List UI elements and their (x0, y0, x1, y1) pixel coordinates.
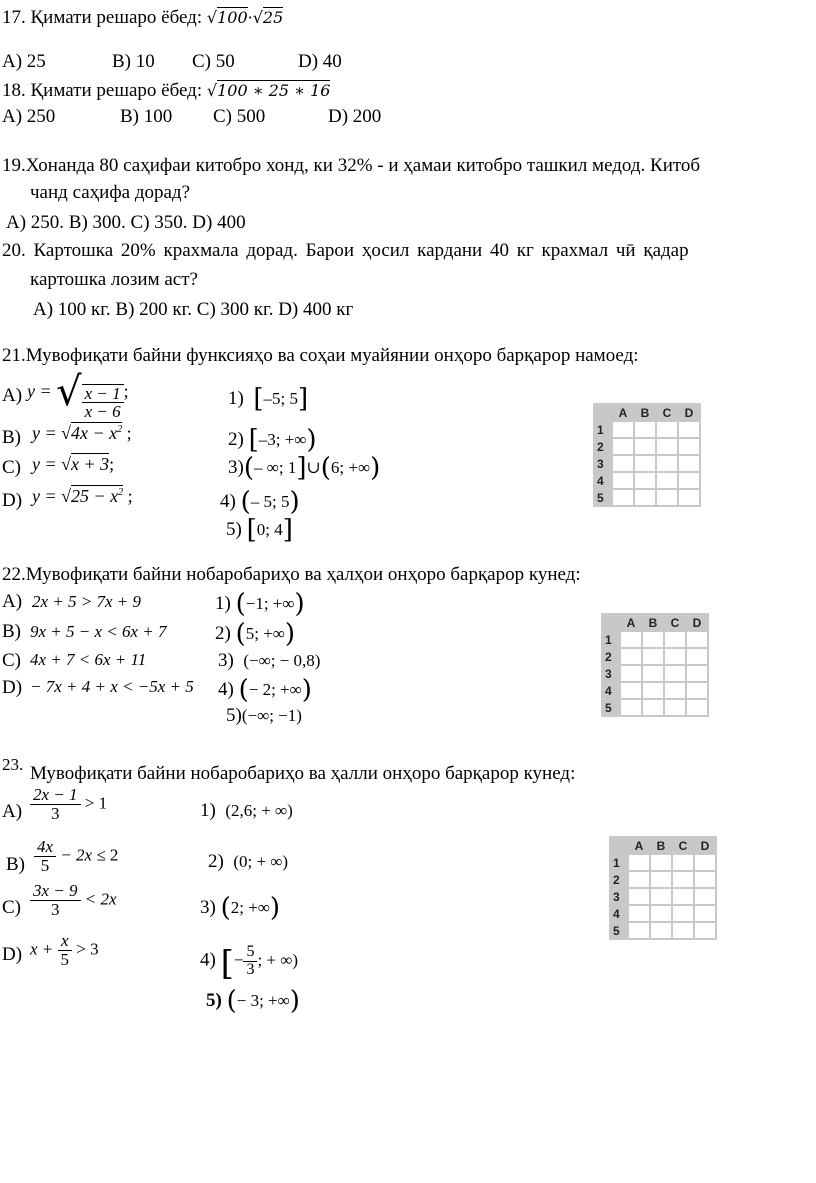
grid-cell[interactable] (686, 665, 708, 682)
grid-cell[interactable] (694, 905, 716, 922)
q18-option-b: B) 100 (120, 106, 173, 127)
q22-inequality-c: 4x + 7 < 6x + 11 (30, 650, 147, 669)
grid-cell[interactable] (672, 854, 694, 871)
grid-cell[interactable] (664, 699, 686, 716)
q17-option-a: A) 25 (2, 51, 46, 72)
q17-question: 17. Қимати решаро ёбед: √100·√25 (2, 7, 284, 28)
grid-cell[interactable] (664, 648, 686, 665)
grid-cell[interactable] (678, 489, 700, 506)
grid-cell[interactable] (628, 922, 650, 939)
q22-label-c: C) (2, 650, 21, 671)
q22-answer-2: 2) (5; +∞) (215, 619, 296, 649)
grid-cell[interactable] (650, 871, 672, 888)
grid-cell[interactable] (612, 421, 634, 438)
grid-cell[interactable] (686, 682, 708, 699)
q23-answer-2: 2) (0; + ∞) (208, 851, 289, 872)
grid-cell[interactable] (664, 631, 686, 648)
grid-cell[interactable] (628, 871, 650, 888)
grid-cell[interactable] (672, 922, 694, 939)
q18-question: 18. Қимати решаро ёбед: √100 ∗ 25 ∗ 16 (2, 80, 331, 101)
grid-cell[interactable] (620, 682, 642, 699)
q23-answer-5: 5) (− 3; +∞) (206, 986, 300, 1016)
q22-inequality-d: − 7x + 4 + x < −5x + 5 (30, 677, 194, 696)
q23-label-d: D) (2, 944, 23, 965)
q21-title: 21.Мувофиқати байни функсияҳо ва соҳаи муайянии онҳоро барқарор намоед: (2, 345, 639, 366)
grid-cell[interactable] (642, 648, 664, 665)
grid-cell[interactable] (678, 455, 700, 472)
grid-cell[interactable] (628, 854, 650, 871)
grid-cell[interactable] (620, 699, 642, 716)
q19-line2: чанд саҳифа дорад? (30, 182, 191, 203)
grid-cell[interactable] (634, 438, 656, 455)
grid-cell[interactable] (620, 665, 642, 682)
q23-inequality-d: x + $\frac{x}{5}$ > 3 (30, 931, 99, 969)
grid-cell[interactable] (656, 489, 678, 506)
grid-cell[interactable] (664, 682, 686, 699)
grid-cell[interactable] (642, 631, 664, 648)
grid-cell[interactable] (664, 665, 686, 682)
grid-cell[interactable] (612, 489, 634, 506)
q20-line1: 20. Картошка 20% крахмала дорад. Барои ҳосил кардани 40 кг крахмал чӣ қадар (2, 240, 689, 261)
grid-cell[interactable] (620, 631, 642, 648)
q21-answer-1: 1) [–5; 5] (228, 384, 309, 414)
q23-number: 23. (2, 755, 24, 774)
q18-option-c: C) 500 (213, 106, 266, 127)
grid-cell[interactable] (678, 421, 700, 438)
q21-label-c: C) (2, 457, 21, 478)
q21-function-b: $y = √4x - x^2$ ; (32, 423, 132, 443)
grid-cell[interactable] (634, 472, 656, 489)
grid-cell[interactable] (678, 472, 700, 489)
grid-cell[interactable] (650, 888, 672, 905)
grid-cell[interactable] (656, 472, 678, 489)
q22-answer-5: 5)(−∞; −1) (226, 705, 302, 726)
grid-cell[interactable] (612, 438, 634, 455)
q21-label-b: B) (2, 427, 21, 448)
grid-cell[interactable] (672, 888, 694, 905)
q23-label-a: A) (2, 801, 23, 822)
grid-cell[interactable] (694, 871, 716, 888)
q23-answer-3: 3) (2; +∞) (200, 893, 281, 923)
q22-label-d: D) (2, 677, 23, 698)
grid-cell[interactable] (628, 905, 650, 922)
q21-answer-4: 4) (– 5; 5) (220, 487, 300, 517)
q22-answer-1: 1) (−1; +∞) (215, 589, 305, 619)
q21-function-a: y = √ $\frac{x - 1}{x - 6}$ ; (27, 369, 129, 422)
q22-inequality-b: 9x + 5 − x < 6x + 7 (30, 622, 167, 641)
q17-option-d: D) 40 (298, 51, 342, 72)
q18-option-a: A) 250 (2, 106, 56, 127)
q17-option-c: C) 50 (192, 51, 235, 72)
q21-function-d: $y = √25 - x^2$ ; (32, 486, 133, 506)
q21-function-c: y = √x + 3; (32, 454, 115, 474)
grid-cell[interactable] (634, 455, 656, 472)
grid-cell[interactable] (656, 438, 678, 455)
grid-cell[interactable] (694, 854, 716, 871)
grid-cell[interactable] (612, 455, 634, 472)
q21-answer-2: 2) [–3; +∞) (228, 425, 317, 455)
grid-cell[interactable] (650, 922, 672, 939)
q22-inequality-a: 2x + 5 > 7x + 9 (32, 592, 142, 611)
q23-inequality-c: $\frac{3x - 9}{3}$ < 2x (30, 882, 117, 919)
q20-line2: картошка лозим аст? (30, 269, 198, 290)
q22-label-a: A) (2, 591, 23, 612)
grid-cell[interactable] (672, 871, 694, 888)
grid-cell[interactable] (656, 421, 678, 438)
q22-answer-3: 3) (−∞; − 0,8) (218, 650, 321, 671)
grid-cell[interactable] (694, 922, 716, 939)
q21-answer-3: 3)(– ∞; 1]∪(6; +∞) (228, 453, 381, 483)
q23-title: Мувофиқати байни нобаробариҳо ва ҳалли онҳоро барқарор кунед: (30, 763, 576, 784)
q19-options: A) 250. B) 300. C) 350. D) 400 (6, 212, 246, 233)
grid-cell[interactable] (642, 699, 664, 716)
q21-answer-5: 5) [0; 4] (226, 515, 293, 545)
q23-answer-1: 1) (2,6; + ∞) (200, 800, 293, 821)
q23-answer-4: 4) [− $\frac{5}{3}$ ; + ∞) (200, 943, 299, 984)
grid-cell[interactable] (642, 665, 664, 682)
q22-label-b: B) (2, 621, 21, 642)
q20-options: A) 100 кг. B) 200 кг. C) 300 кг. D) 400 кг (33, 299, 354, 320)
q21-answer-grid: A B C D 1 2 3 4 5 (593, 403, 701, 507)
q18-option-d: D) 200 (328, 106, 382, 127)
grid-cell[interactable] (642, 682, 664, 699)
grid-cell[interactable] (634, 489, 656, 506)
grid-cell[interactable] (628, 888, 650, 905)
grid-cell[interactable] (686, 699, 708, 716)
q23-inequality-b: $\frac{4x}{5}$ − 2x ≤ 2 (34, 838, 118, 875)
grid-cell[interactable] (612, 472, 634, 489)
q22-title: 22.Мувофиқати байни нобаробариҳо ва ҳалҳои онҳоро барқарор кунед: (2, 564, 581, 585)
q23-label-c: C) (2, 897, 21, 918)
grid-cell[interactable] (694, 888, 716, 905)
grid-cell[interactable] (634, 421, 656, 438)
grid-cell[interactable] (656, 455, 678, 472)
q22-answer-grid: A B C D 1 2 3 4 5 (601, 613, 709, 717)
grid-cell[interactable] (686, 648, 708, 665)
q21-label-a: A) (2, 385, 23, 406)
grid-cell[interactable] (650, 905, 672, 922)
q23-label-b: B) (6, 854, 25, 875)
grid-cell[interactable] (650, 854, 672, 871)
q23-answer-grid: A B C D 1 2 3 4 5 (609, 836, 717, 940)
q17-option-b: B) 10 (112, 51, 155, 72)
grid-cell[interactable] (672, 905, 694, 922)
grid-cell[interactable] (678, 438, 700, 455)
grid-cell[interactable] (686, 631, 708, 648)
q23-inequality-a: $\frac{2x - 1}{3}$ > 1 (30, 786, 107, 823)
q22-answer-4: 4) (− 2; +∞) (218, 675, 312, 705)
q21-label-d: D) (2, 490, 23, 511)
q19-line1: 19.Хонанда 80 саҳифаи китобро хонд, ки 32% - и ҳамаи китобро ташкил медод. Китоб (2, 155, 701, 176)
grid-cell[interactable] (620, 648, 642, 665)
